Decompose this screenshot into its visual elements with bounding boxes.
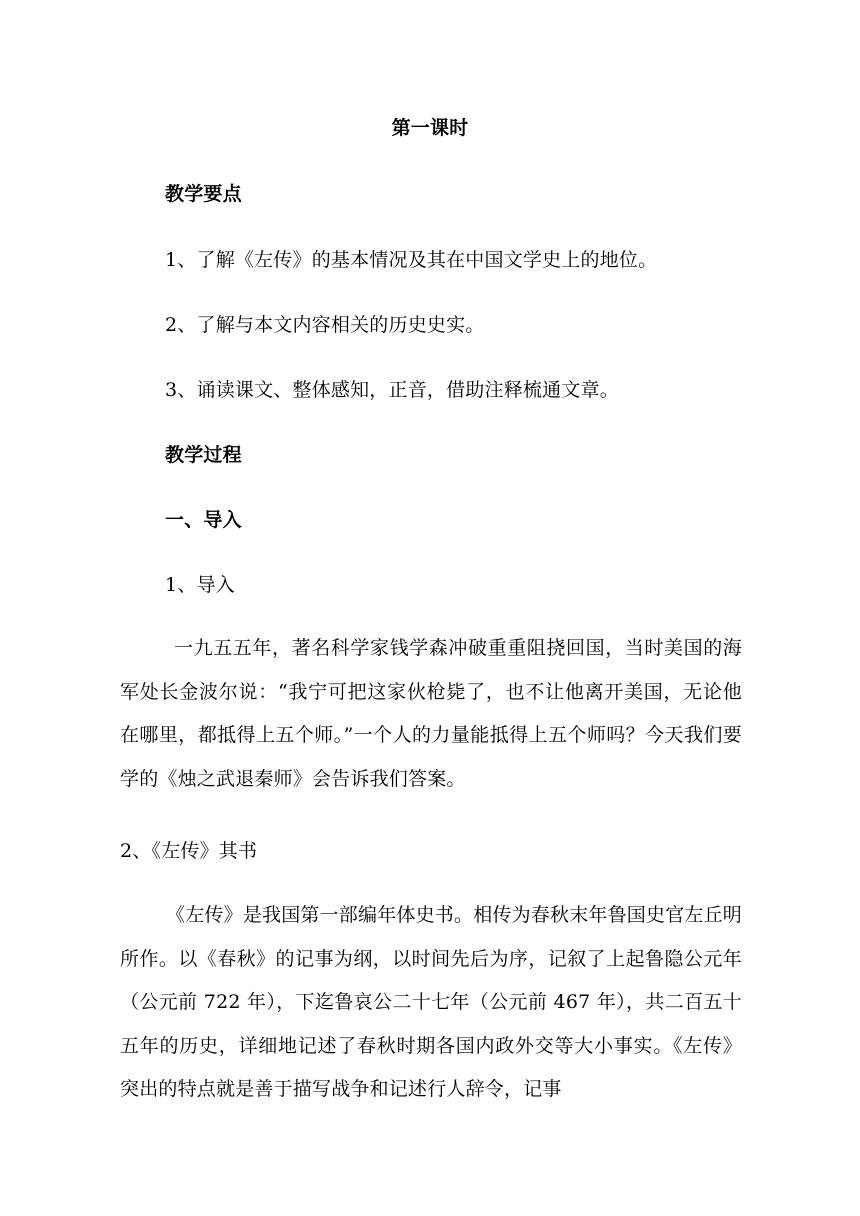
zuozhuan-paragraph: 《左传》是我国第一部编年体史书。相传为春秋末年鲁国史官左丘明所作。以《春秋》的记事为纲，以时间先后为序，记叙了上起鲁隐公元年（公元前 722 年），下迄鲁哀公二十七年（公元前 467 年），共二百五十五年的历史，详细地记述了春秋时期各国内政外交等大小事实。《左传》突出的特点就是善于描写战争和记述行人辞令，记事 <box>120 904 743 1100</box>
teaching-point-item: 2、了解与本文内容相关的历史史实。 <box>165 314 485 336</box>
subsection-heading-zuozhuan: 2、《左传》其书 <box>120 840 258 862</box>
section-heading-intro: 一、导入 <box>165 509 242 531</box>
subsection-heading-intro: 1、导入 <box>165 574 235 596</box>
teaching-points-heading: 教学要点 <box>165 183 242 205</box>
teaching-point-item: 3、诵读课文、整体感知，正音，借助注释梳通文章。 <box>165 379 619 401</box>
teaching-point-item: 1、了解《左传》的基本情况及其在中国文学史上的地位。 <box>165 249 658 271</box>
intro-paragraph: 一九五五年，著名科学家钱学森冲破重重阻挠回国，当时美国的海军处长金波尔说：“我宁可把这家伙枪毙了，也不让他离开美国，无论他在哪里，都抵得上五个师。”一个人的力量能抵得上五个师吗？今天我们要学的《烛之武退秦师》会告诉我们答案。 <box>120 637 742 790</box>
page-title: 第一课时 <box>391 117 469 139</box>
teaching-process-heading: 教学过程 <box>165 444 242 466</box>
